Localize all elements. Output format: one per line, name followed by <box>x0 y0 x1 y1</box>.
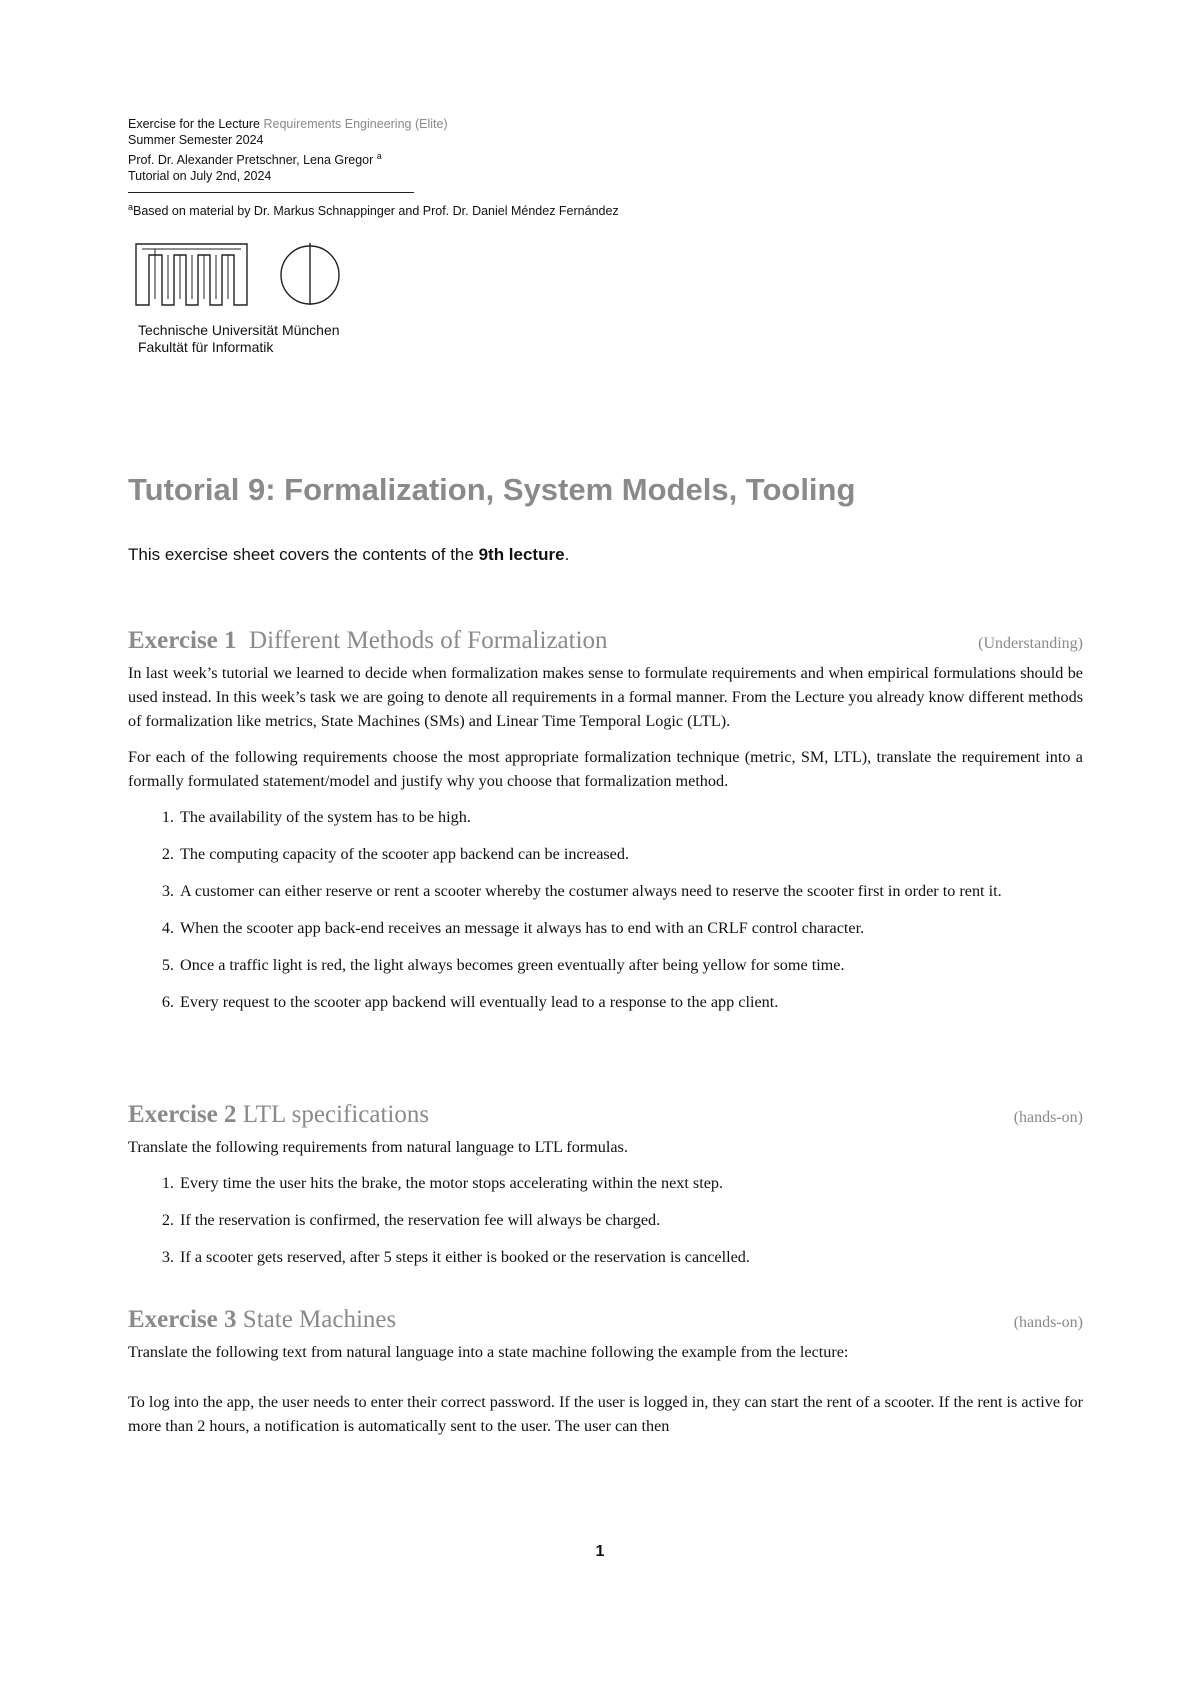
exercise-3-level: (hands-on) <box>1013 1314 1083 1331</box>
footnote-mark: a <box>128 202 134 212</box>
list-item: 5. Once a traffic light is red, the light always becomes green eventually after being yellow for some time. <box>178 953 1083 977</box>
exercise-1-paragraph-2: For each of the following requirements choose the most appropriate formalization technique (metric, SM, LTL), translate the requirement into a formally formulated statement/model and justify why you choose that formalization method. <box>128 748 1083 790</box>
list-item: 1. The availability of the system has to be high. <box>178 805 1083 829</box>
exercise-3-heading <box>128 1306 1083 1340</box>
exercise-1-title <box>128 627 608 655</box>
list-item: 3. If a scooter gets reserved, after 5 steps it either is booked or the reservation is cancelled. <box>178 1245 1083 1269</box>
list-item: 6. Every request to the scooter app backend will eventually lead to a response to the app client. <box>178 990 1083 1014</box>
lecture-line <box>128 116 448 132</box>
exercise-1-paragraph-1: In last week’s tutorial we learned to decide when formalization makes sense to formulate requirements and when empirical formulations should be used instead. In this week’s task we are going to denote all requirements in a formal manner. From the Lecture you already know different methods of formalization like metrics, State Machines (SMs) and Linear Time Temporal Logic (LTL). <box>128 664 1083 730</box>
exercise-1-list <box>128 805 1083 1014</box>
intro-after: . <box>564 545 570 564</box>
faculty-logo <box>278 241 342 307</box>
faculty: Fakultät für Informatik <box>138 339 274 355</box>
document-header <box>128 116 448 184</box>
list-item: 3. A customer can either reserve or rent a scooter whereby the costumer always need to reserve the scooter first in order to rent it. <box>178 879 1083 903</box>
authors: Prof. Dr. Alexander Pretschner, Lena Gregor <box>128 153 374 168</box>
page-title: Tutorial 9: Formalization, System Models, Tooling <box>128 472 856 507</box>
intro-before: This exercise sheet covers the contents of the <box>128 545 479 564</box>
exercise-2 <box>128 1101 1083 1282</box>
list-item: 2. The computing capacity of the scooter app backend can be increased. <box>178 842 1083 866</box>
exercise-3-scenario: To log into the app, the user needs to enter their correct password. If the user is logged in, they can start the rent of a scooter. If the rent is active for more than 2 hours, a notification is automatically sent to the user. The user can then <box>128 1393 1083 1435</box>
exercise-3-title <box>128 1306 396 1334</box>
footnote-ref: a <box>376 151 382 161</box>
exercise-2-paragraph-1: Translate the following requirements from natural language to LTL formulas. <box>128 1138 628 1156</box>
lecture-prefix: Exercise for the Lecture <box>128 117 264 131</box>
exercise-2-number: Exercise 2 <box>128 1101 237 1128</box>
exercise-1-level: (Understanding) <box>978 635 1083 652</box>
exercise-2-title <box>128 1101 429 1129</box>
exercise-1 <box>128 627 1083 1027</box>
tutorial-date: Tutorial on July 2nd, 2024 <box>128 169 272 184</box>
exercise-1-number: Exercise 1 <box>128 627 237 654</box>
list-item: 1. Every time the user hits the brake, the motor stops accelerating within the next step. <box>178 1171 1083 1195</box>
intro-bold: 9th lecture <box>478 545 565 564</box>
exercise-3-paragraph-1: Translate the following text from natural language into a state machine following the example from the lecture: <box>128 1343 849 1361</box>
exercise-2-list <box>128 1171 1083 1269</box>
exercise-2-heading <box>128 1101 1083 1135</box>
exercise-1-heading <box>128 627 1083 661</box>
exercise-3-number: Exercise 3 <box>128 1306 237 1333</box>
page-number: 1 <box>595 1543 605 1560</box>
semester: Summer Semester 2024 <box>128 133 264 147</box>
university-name <box>138 322 340 356</box>
exercise-2-level: (hands-on) <box>1013 1109 1083 1126</box>
lecture-name: Requirements Engineering (Elite) <box>263 117 448 131</box>
list-item: 4. When the scooter app back-end receives an message it always has to end with an CRLF control character. <box>178 916 1083 940</box>
footnote-text: Based on material by Dr. Markus Schnappinger and Prof. Dr. Daniel Méndez Fernández <box>133 204 619 219</box>
tum-logo <box>135 243 249 307</box>
exercise-3 <box>128 1306 1083 1438</box>
footnote <box>128 199 619 219</box>
university: Technische Universität München <box>138 322 340 338</box>
exercise-2-name: LTL specifications <box>242 1101 430 1128</box>
list-item: 2. If the reservation is confirmed, the reservation fee will always be charged. <box>178 1208 1083 1232</box>
intro-text <box>128 544 569 566</box>
exercise-3-name: State Machines <box>242 1306 397 1333</box>
footnote-rule <box>128 192 414 193</box>
authors-line <box>128 148 448 168</box>
exercise-1-name: Different Methods of Formalization <box>249 627 608 654</box>
